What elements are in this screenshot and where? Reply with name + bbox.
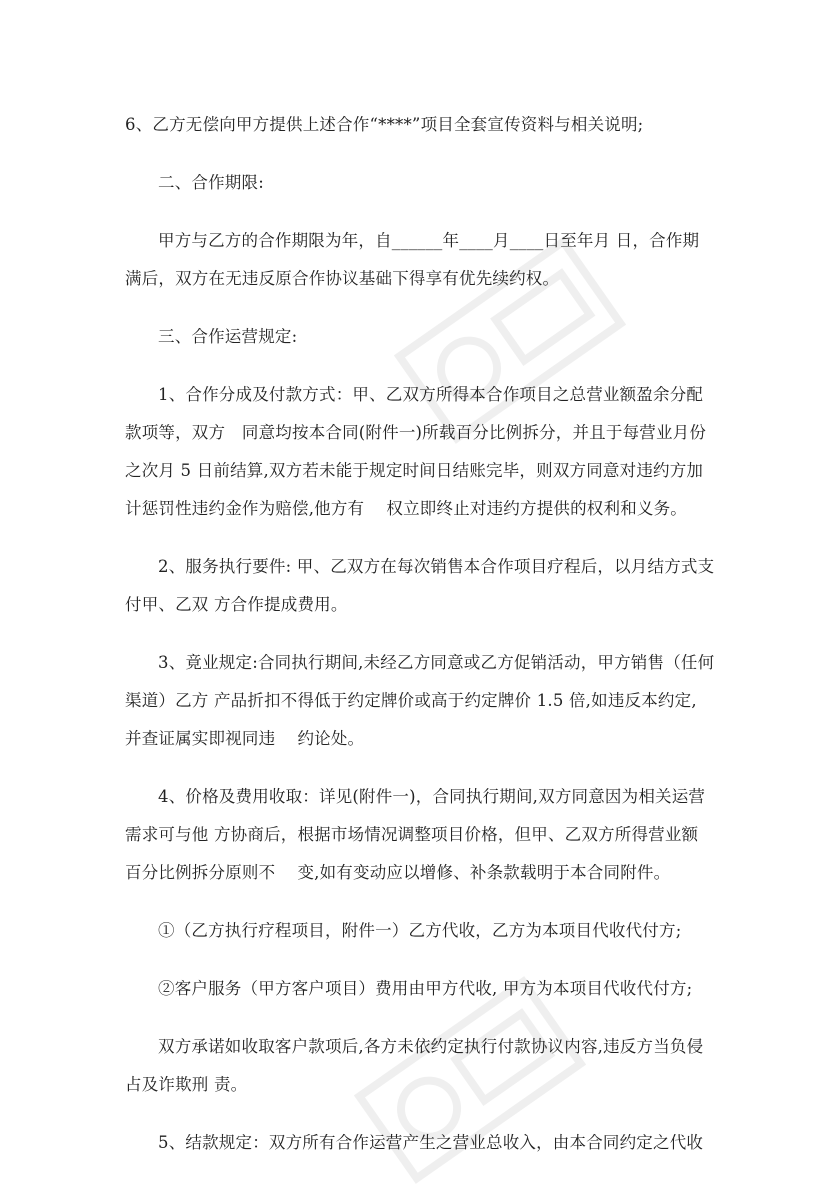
paragraph-line: 付甲、乙双 方合作提成费用。 — [125, 595, 348, 614]
paragraph-line: 2、服务执行要件: 甲、乙双方在每次销售本合作项目疗程后，以月结方式支 — [158, 557, 715, 576]
section-heading: 二、合作期限: — [158, 173, 264, 192]
paragraph-line: 之次月 5 日前结算,双方若未能于规定时间日结账完毕，则双方同意对违约方加 — [125, 461, 704, 480]
paragraph-line: 4、价格及费用收取：详见(附件一)，合同执行期间,双方同意因为相关运营 — [158, 787, 706, 806]
paragraph-line: 需求可与他 方协商后，根据市场情况调整项目价格，但甲、乙双方所得营业额 — [125, 825, 699, 844]
paragraph-line: 计惩罚性违约金作为赔偿,他方有 权立即终止对违约方提供的权利和义务。 — [125, 499, 687, 518]
section-heading: 三、合作运营规定: — [158, 327, 298, 346]
paragraph-line: 款项等，双方 同意均按本合同(附件一)所载百分比例拆分，并且于每营业月份 — [125, 423, 707, 442]
paragraph-line: 渠道）乙方 产品折扣不得低于约定牌价或高于约定牌价 1.5 倍,如违反本约定, — [125, 691, 697, 710]
paragraph-line: 百分比例拆分原则不 变,如有变动应以增修、补条款载明于本合同附件。 — [125, 863, 671, 882]
paragraph-line: 双方承诺如收取客户款项后,各方未依约定执行付款协议内容,违反方当负侵 — [158, 1037, 704, 1056]
paragraph-line: ①（乙方执行疗程项目，附件一）乙方代收，乙方为本项目代收代付方; — [158, 921, 682, 940]
paragraph-line: 并查证属实即视同违 约论处。 — [125, 729, 365, 748]
paragraph-line: 占及诈欺刑 责。 — [125, 1075, 248, 1094]
paragraph-line: 6、乙方无偿向甲方提供上述合作“****”项目全套宣传资料与相关说明; — [125, 115, 644, 134]
document-body — [125, 106, 715, 1162]
paragraph-line: 3、竟业规定:合同执行期间,未经乙方同意或乙方促销活动，甲方销售（任何 — [158, 653, 715, 672]
paragraph-line: 1、合作分成及付款方式：甲、乙双方所得本合作项目之总营业额盈余分配 — [158, 385, 704, 404]
paragraph-line: 满后，双方在无违反原合作协议基础下得享有优先续约权。 — [125, 269, 560, 288]
paragraph-line: 甲方与乙方的合作期限为年，自______年____月____日至年月 日，合作期 — [158, 231, 700, 250]
paragraph-line: ②客户服务（甲方客户项目）费用由甲方代收, 甲方为本项目代收代付方; — [158, 979, 693, 998]
paragraph-line: 5、结款规定：双方所有合作运营产生之营业总收入，由本合同约定之代收 — [158, 1133, 704, 1152]
